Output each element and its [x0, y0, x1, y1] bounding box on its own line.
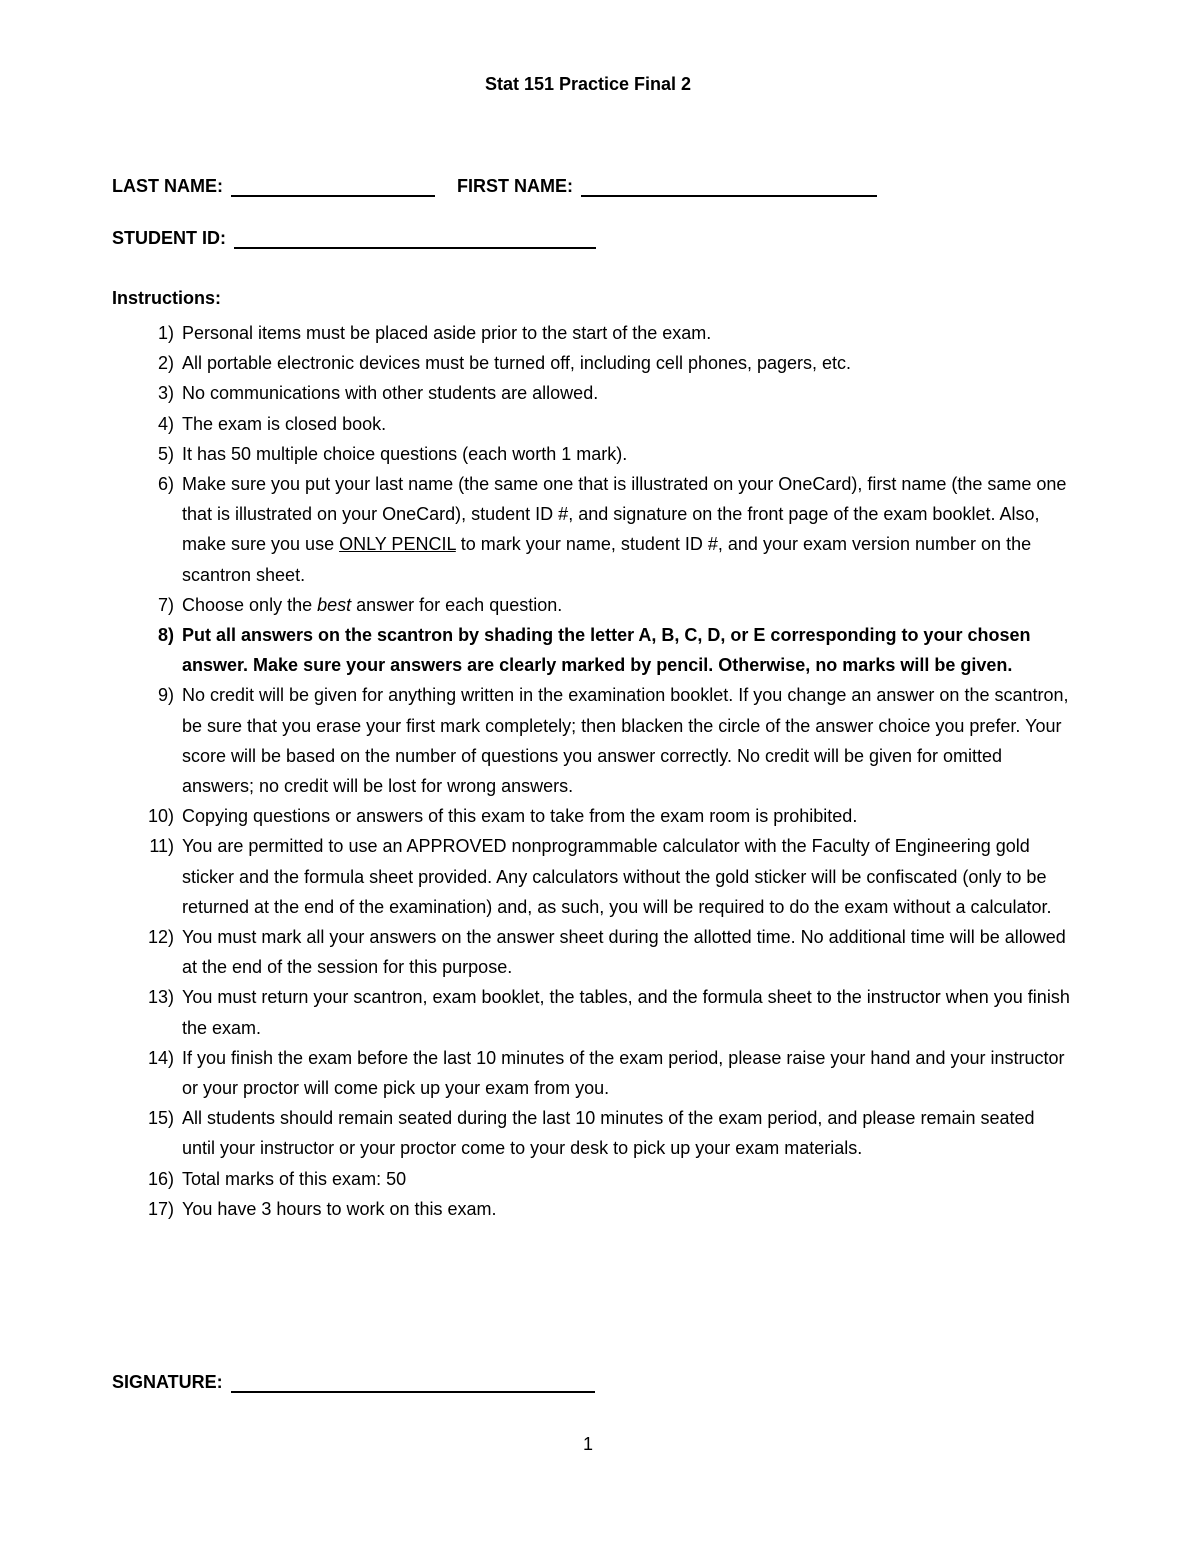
- item-text: All portable electronic devices must be turned off, including cell phones, pagers, etc.: [182, 353, 852, 374]
- page-number: 1: [582, 1434, 593, 1454]
- item-text: The exam is closed book.: [182, 413, 387, 434]
- item-number: 3): [157, 383, 174, 404]
- item-text: Personal items must be placed aside prior to the start of the exam.: [182, 323, 712, 343]
- item-text: You have 3 hours to work on this exam.: [182, 1198, 497, 1219]
- item-text: You must mark all your answers on the answer sheet during the allotted time. No additional time will be allowed at the end of the session for this purpose.: [182, 927, 1066, 978]
- item-text: You are permitted to use an APPROVED nonprogrammable calculator with the Faculty of Engineering gold sticker and the formula sheet provided. Any calculators without the gold sticker will be confiscated (only to be returned at the end of the examination) and, as such, you will be required to do the exam without a calculator.: [182, 836, 1052, 917]
- item-number: 6): [157, 474, 174, 495]
- first-name-label: FIRST NAME:: [457, 176, 573, 196]
- student-id-label: STUDENT ID:: [112, 228, 226, 248]
- list-item: [112, 1103, 1072, 1163]
- item-text: No communications with other students are allowed.: [182, 383, 599, 404]
- last-name-label: LAST NAME:: [112, 176, 223, 196]
- item-number: 14): [147, 1047, 174, 1068]
- item-number: 16): [147, 1168, 174, 1189]
- name-fields-row: [112, 176, 899, 197]
- list-item: [112, 318, 1072, 348]
- signature-blank: [231, 1373, 595, 1393]
- item-number: 9): [157, 685, 174, 706]
- list-item: [112, 378, 1072, 408]
- list-item: [112, 1043, 1072, 1103]
- item-text: [182, 590, 1072, 620]
- item-text: All students should remain seated during the last 10 minutes of the exam period, and please remain seated until your instructor or your proctor come to your desk to pick up your exam materials.: [182, 1108, 1035, 1159]
- item-number: 17): [147, 1198, 174, 1219]
- item-text: If you finish the exam before the last 10 minutes of the exam period, please raise your hand and your instructor or your proctor will come pick up your exam from you.: [182, 1047, 1065, 1099]
- list-item: [112, 439, 1072, 469]
- instructions-list: [112, 318, 1072, 1224]
- student-id-blank: [234, 229, 596, 249]
- list-item: [112, 680, 1072, 801]
- item-number: 11): [149, 836, 174, 857]
- list-item: [112, 1194, 1072, 1224]
- signature-row: [112, 1372, 617, 1393]
- item-number: 4): [157, 413, 174, 434]
- student-id-row: [112, 228, 618, 249]
- list-item: [112, 409, 1072, 439]
- item-text: It has 50 multiple choice questions (each worth 1 mark).: [182, 443, 628, 464]
- item-number: 5): [157, 443, 174, 464]
- item-text: Copying questions or answers of this exam to take from the exam room is prohibited.: [182, 806, 858, 827]
- italic-emphasis: best: [317, 594, 352, 615]
- list-item: [112, 620, 1072, 680]
- item-text: You must return your scantron, exam booklet, the tables, and the formula sheet to the instructor when you finish the exam.: [182, 987, 1070, 1038]
- item-number: 12): [147, 927, 174, 948]
- item-text: No credit will be given for anything written in the examination booklet. If you change an answer on the scantron, be sure that you erase your first mark completely; then blacken the circle of the answer choice you prefer. Your score will be based on the number of questions you answer correctly. No credit will be given for omitted answers; no credit will be lost for wrong answers.: [182, 685, 1069, 797]
- list-item: [112, 831, 1072, 922]
- list-item: [112, 801, 1072, 831]
- list-item: [112, 922, 1072, 982]
- item-number: 7): [157, 594, 174, 615]
- page-title: Stat 151 Practice Final 2: [484, 74, 692, 94]
- first-name-blank: [581, 177, 877, 197]
- list-item: [112, 469, 1072, 590]
- item-text: Total marks of this exam: 50: [182, 1168, 407, 1189]
- item-number: 1): [157, 323, 174, 343]
- signature-label: SIGNATURE:: [112, 1372, 223, 1392]
- list-item: [112, 1164, 1072, 1194]
- list-item: [112, 590, 1072, 620]
- item-text-part: to mark your name, student ID #, and your exam version number on the scantron sheet.: [182, 534, 1032, 585]
- instructions-heading: Instructions:: [112, 288, 222, 308]
- list-item: [112, 348, 1072, 378]
- underlined-emphasis: ONLY PENCIL: [339, 534, 456, 555]
- item-number: 15): [147, 1108, 174, 1129]
- item-number: 10): [147, 806, 174, 827]
- item-text-part: Choose only the: [182, 594, 318, 615]
- item-text: Put all answers on the scantron by shading the letter A, B, C, D, or E corresponding to your chosen answer. Make sure your answers are clearly marked by pencil. Otherwise, no marks will be given.: [182, 625, 1031, 676]
- item-text: [182, 469, 1072, 590]
- last-name-blank: [231, 177, 435, 197]
- item-number: 13): [147, 987, 174, 1008]
- item-text-part: Make sure you put your last name (the same one that is illustrated on your OneCard), first name (the same one that is illustrated on your OneCard), student ID #, and signature on the front page of the exam booklet. Also, make sure you use: [182, 474, 1067, 555]
- item-number: 8): [157, 625, 174, 646]
- item-text-part: answer for each question.: [351, 594, 563, 615]
- item-number: 2): [157, 353, 174, 374]
- list-item: [112, 982, 1072, 1042]
